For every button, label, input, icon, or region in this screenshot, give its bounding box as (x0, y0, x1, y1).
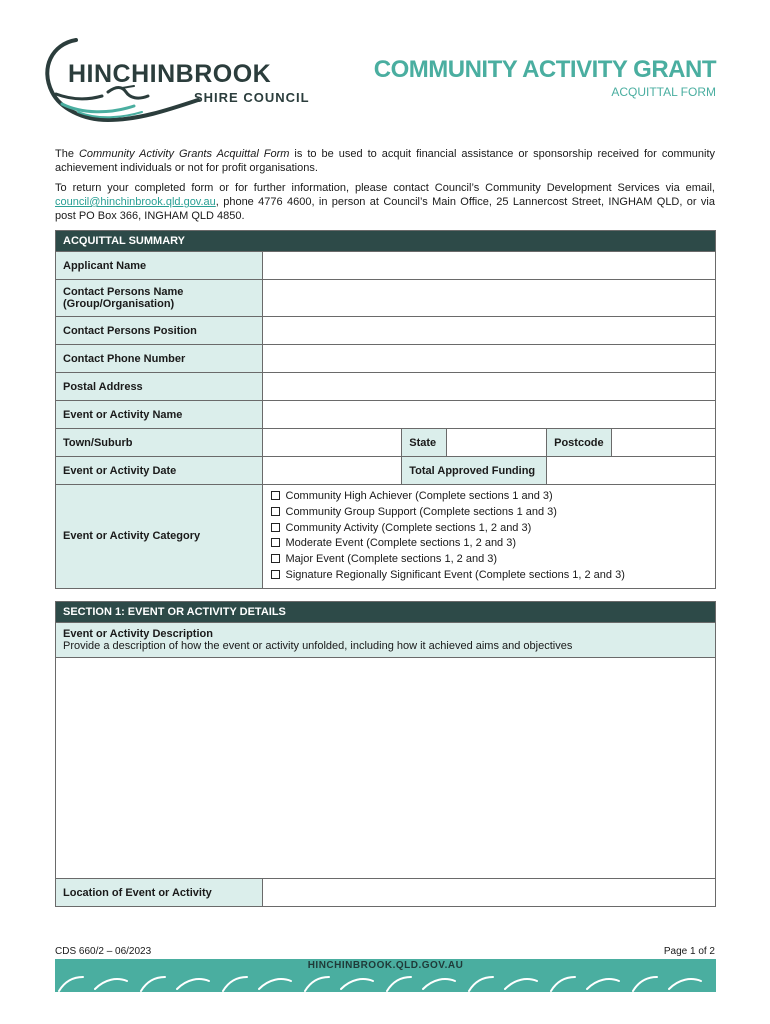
intro-text-part: The (55, 148, 79, 160)
town-suburb-label: Town/Suburb (56, 429, 263, 457)
acquittal-summary-heading: ACQUITTAL SUMMARY (56, 231, 716, 252)
footer-url: HINCHINBROOK.QLD.GOV.AU (307, 960, 464, 971)
checkbox-icon[interactable] (271, 554, 280, 563)
contact-position-label: Contact Persons Position (56, 317, 263, 345)
category-option-label: Community Activity (Complete sections 1, 2 and 3) (285, 521, 532, 534)
postcode-label: Postcode (547, 429, 612, 457)
postal-address-label: Postal Address (56, 373, 263, 401)
category-option[interactable] (271, 489, 708, 505)
form-code: CDS 660/2 – 06/2023 (55, 946, 152, 957)
category-option-label: Major Event (Complete sections 1, 2 and 3) (285, 553, 498, 566)
intro-text-part: To return your completed form or for further information, please contact Council’s Community Development Services via email, (55, 182, 715, 194)
applicant-name-field[interactable] (262, 252, 716, 280)
intro-text-part: is to be used to acquit financial assistance or sponsorship received for community achievement individuals or not for profit organisations. (55, 148, 716, 174)
postal-address-field[interactable] (262, 373, 716, 401)
event-name-label: Event or Activity Name (56, 401, 263, 429)
description-textarea[interactable] (56, 658, 716, 879)
category-option-label: Community Group Support (Complete sections 1 and 3) (285, 505, 557, 518)
category-option-label: Moderate Event (Complete sections 1, 2 and 3) (285, 537, 517, 550)
document-subtitle: ACQUITTAL FORM (611, 85, 716, 99)
category-option-label: Community High Achiever (Complete sections 1 and 3) (285, 490, 553, 502)
category-option-label: Signature Regionally Significant Event (Complete sections 1, 2 and 3) (285, 568, 625, 581)
category-option[interactable] (271, 568, 708, 584)
category-option[interactable] (271, 505, 708, 521)
contact-phone-label: Contact Phone Number (56, 345, 263, 373)
document-title: COMMUNITY ACTIVITY GRANT (373, 56, 716, 83)
total-funding-label: Total Approved Funding (402, 457, 547, 485)
event-date-field[interactable] (262, 457, 402, 485)
acquittal-summary-table (55, 230, 716, 589)
town-suburb-field[interactable] (262, 429, 402, 457)
form-name-italic: Community Activity Grants Acquittal Form (78, 148, 290, 160)
event-name-field[interactable] (262, 401, 716, 429)
council-email-link[interactable]: council@hinchinbrook.qld.gov.au (55, 196, 216, 208)
location-label: Location of Event or Activity (56, 879, 263, 907)
description-label-cell (56, 623, 716, 658)
checkbox-icon[interactable] (271, 491, 280, 500)
checkbox-icon[interactable] (271, 523, 280, 532)
checkbox-icon[interactable] (271, 538, 280, 547)
footer-band (55, 959, 716, 992)
contact-phone-field[interactable] (262, 345, 716, 373)
state-field[interactable] (447, 429, 547, 457)
applicant-name-label: Applicant Name (56, 252, 263, 280)
category-option[interactable] (271, 536, 708, 552)
intro-paragraph-2 (55, 181, 715, 223)
logo-org-sub: SHIRE COUNCIL (194, 90, 310, 105)
event-category-label: Event or Activity Category (56, 485, 263, 589)
description-hint: Provide a description of how the event or activity unfolded, including how it achieved aims and objectives (63, 640, 573, 652)
category-option[interactable] (271, 552, 708, 568)
section-1-table (55, 601, 716, 907)
state-label: State (402, 429, 447, 457)
logo-org-name: HINCHINBROOK (68, 60, 272, 88)
section-1-heading: SECTION 1: EVENT OR ACTIVITY DETAILS (56, 602, 716, 623)
contact-position-field[interactable] (262, 317, 716, 345)
postcode-field[interactable] (612, 429, 716, 457)
location-field[interactable] (262, 879, 715, 907)
page-number: Page 1 of 2 (663, 946, 715, 957)
council-logo (38, 34, 328, 126)
contact-name-label: Contact Persons Name (Group/Organisation) (56, 280, 263, 317)
description-label: Event or Activity Description (63, 628, 213, 640)
intro-paragraph-1 (55, 147, 715, 175)
intro-text-part: , phone 4776 4600, in person at Council’s Main Office, 25 Lannercost Street, INGHAM QLD, or via post PO Box 366, INGHAM QLD 4850. (55, 196, 715, 222)
contact-name-field[interactable] (262, 280, 716, 317)
wave-pattern-icon (55, 971, 716, 992)
category-option[interactable] (271, 521, 708, 537)
event-date-label: Event or Activity Date (56, 457, 263, 485)
intro-text (55, 147, 715, 229)
checkbox-icon[interactable] (271, 507, 280, 516)
total-funding-field[interactable] (547, 457, 716, 485)
event-category-options (262, 485, 716, 589)
checkbox-icon[interactable] (271, 570, 280, 579)
